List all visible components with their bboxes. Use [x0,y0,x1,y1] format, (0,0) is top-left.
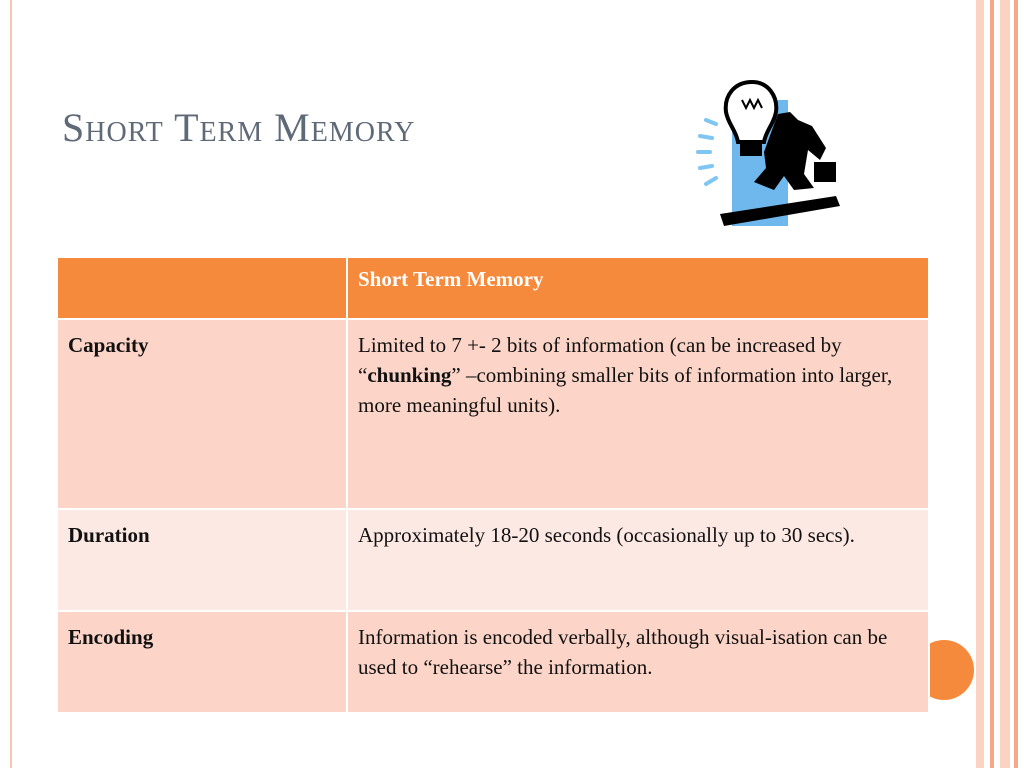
table-row-encoding [57,611,929,713]
row-label-encoding: Encoding [57,611,347,713]
row-desc-duration: Approximately 18-20 seconds (occasionally up to 30 secs). [347,509,929,611]
capacity-text-2: ” –combining smaller bits of information into larger, more meaningful units). [358,363,893,417]
frame-left-line [10,0,12,768]
idea-lightbulb-person-icon [694,78,844,228]
row-label-capacity: Capacity [57,319,347,509]
chunking-term: chunking [367,363,452,387]
row-label-duration: Duration [57,509,347,611]
table-row-duration [57,509,929,611]
frame-right-stripes [976,0,1024,768]
row-desc-capacity [347,319,929,509]
capacity-text-1: Limited to 7 +- 2 bits of information (can be increased by “ [358,333,842,387]
comparison-table [56,256,930,714]
header-cell-empty [57,257,347,319]
table-header-row [57,257,929,319]
slide-title: Short Term Memory [62,105,416,150]
row-desc-encoding: Information is encoded verbally, although visual-isation can be used to “rehearse” the information. [347,611,929,713]
table-row-capacity [57,319,929,509]
header-cell-stm: Short Term Memory [347,257,929,319]
